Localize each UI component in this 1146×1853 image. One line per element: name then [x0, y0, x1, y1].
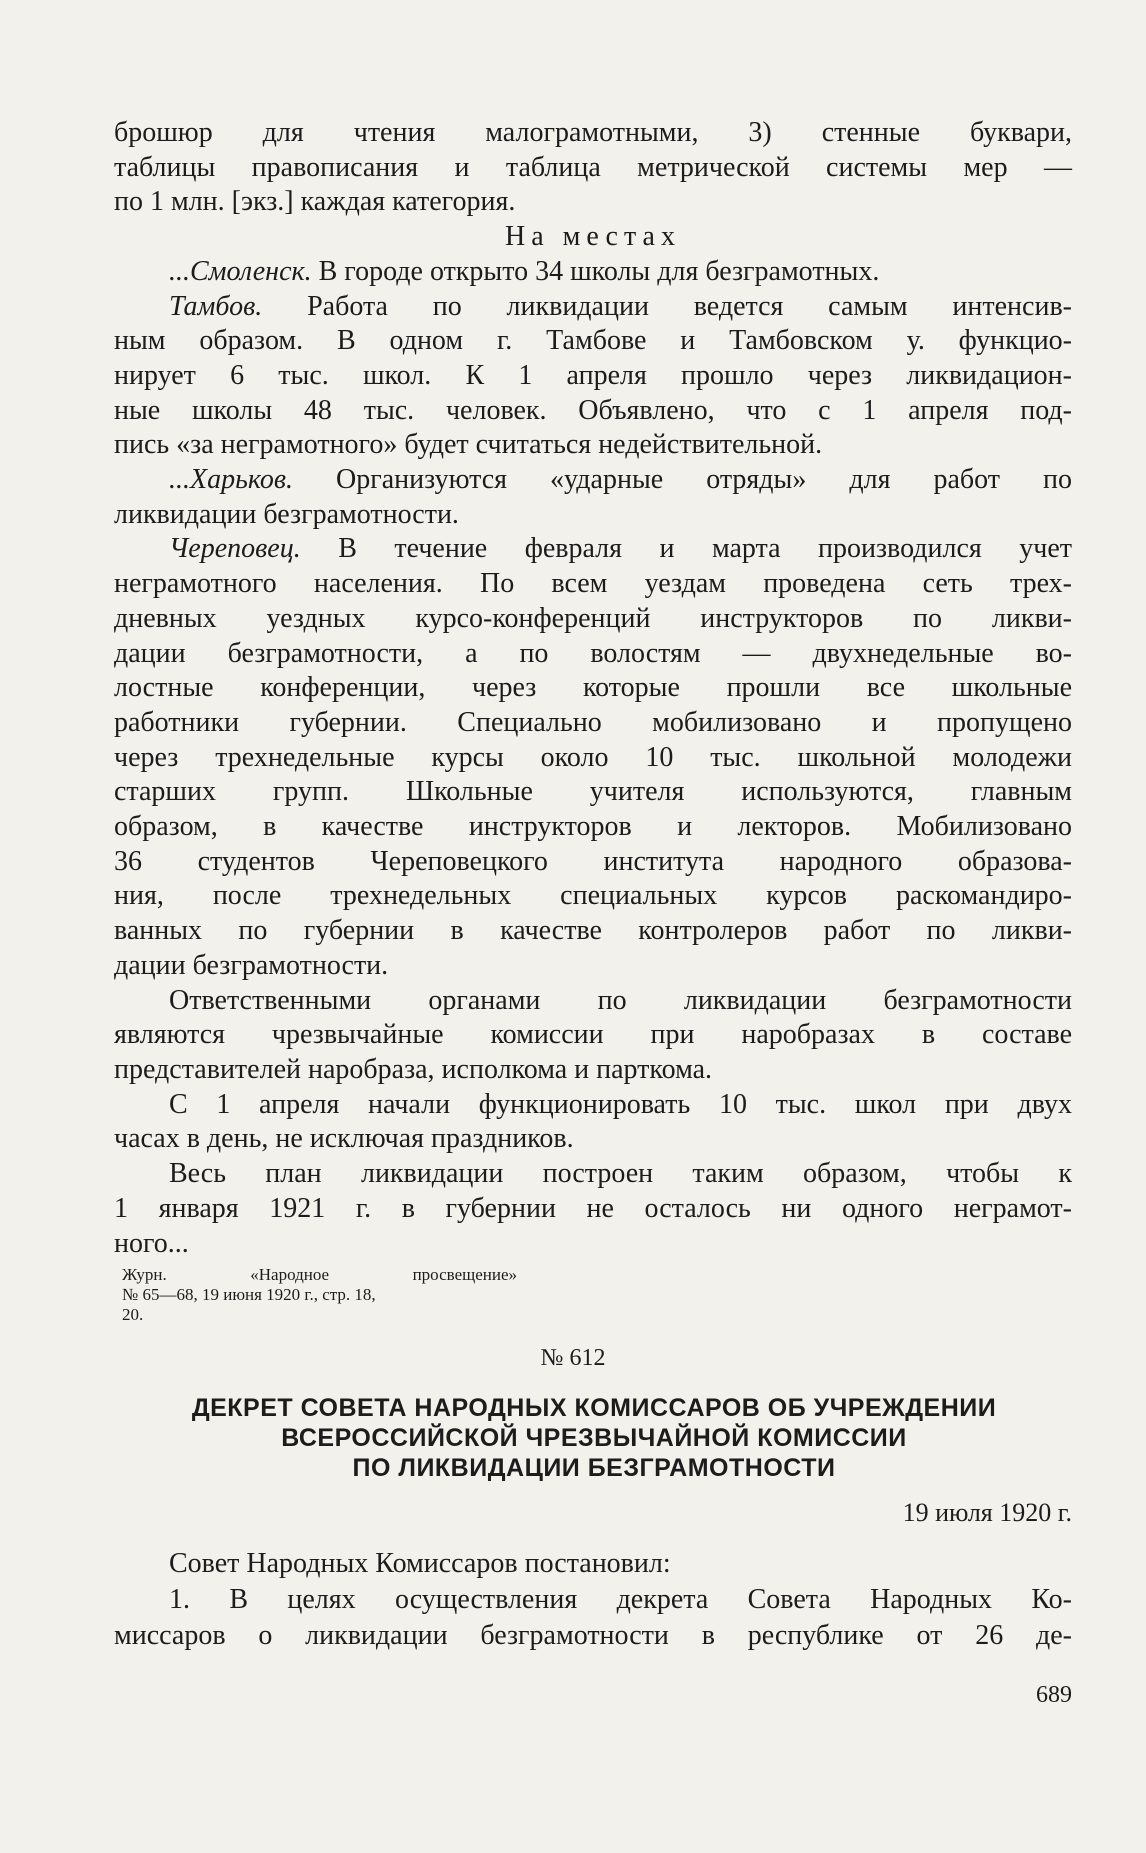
text-line: 1 января 1921 г. в губернии не осталось ни одного неграмот-	[114, 1192, 1072, 1224]
text-line: ванных по губернии в качестве контролеров работ по ликви-	[114, 915, 1072, 947]
decree-intro: Совет Народных Комиссаров постановил:	[169, 1548, 671, 1579]
text-line: брошюр для чтения малограмотными, 3) стенные буквари,	[114, 117, 1072, 148]
text-line: пись «за неграмотного» будет считаться недействительной.	[114, 429, 823, 461]
text-line: старших групп. Школьные учителя используются, главным	[114, 776, 1072, 808]
title-line: ДЕКРЕТ СОВЕТА НАРОДНЫХ КОМИССАРОВ ОБ УЧРЕЖДЕНИИ	[191, 1394, 997, 1422]
text-line: лостные конференции, через которые прошли все школьные	[114, 672, 1072, 704]
text-line: ликвидации безграмотности.	[114, 498, 459, 530]
paragraph-plan: Весь план ликвидации построен таким образом, чтобы к	[169, 1158, 1072, 1190]
decree-body	[114, 1546, 1072, 1654]
decree-date: 19 июля 1920 г.	[902, 1498, 1072, 1527]
city-name: Череповец.	[169, 533, 301, 565]
text-line: по 1 млн. [экз.] каждая категория.	[114, 186, 516, 218]
text-line: ным образом. В одном г. Тамбове и Тамбовском у. функцио-	[114, 325, 1072, 357]
title-line: ВСЕРОССИЙСКОЙ ЧРЕЗВЫЧАЙНОЙ КОМИССИИ	[281, 1424, 907, 1452]
text-line: дневных уездных курсо-конференций инструкторов по ликви-	[114, 602, 1072, 634]
text-line: представителей наробраза, исполкома и парткома.	[114, 1053, 713, 1085]
paragraph-cherepovets	[114, 532, 1072, 567]
decree-title	[116, 1393, 1072, 1483]
city-name: Тамбов.	[169, 290, 263, 322]
paragraph-text: Организуются «ударные отряды» для работ по	[293, 464, 1072, 496]
paragraph-tambov	[114, 290, 1072, 325]
text-line: дации безграмотности.	[114, 949, 389, 981]
text-line: ные школы 48 тыс. человек. Объявлено, что с 1 апреля под-	[114, 394, 1072, 426]
decree-item: 1. В целях осуществления декрета Совета Народных Ко-	[169, 1584, 1072, 1615]
city-name: ...Харьков.	[169, 464, 294, 496]
text-line: ния, после трехнедельных специальных курсов раскомандиро-	[114, 880, 1072, 912]
citation-line: № 65—68, 19 июня 1920 г., стр. 18,	[122, 1285, 376, 1304]
text-line: нирует 6 тыс. школ. К 1 апреля прошло через ликвидацион-	[114, 359, 1072, 391]
text-line: образом, в качестве инструкторов и лекторов. Мобилизовано	[114, 811, 1072, 843]
text-line: дации безграмотности, а по волостям — двухнедельные во-	[114, 637, 1072, 669]
main-text	[114, 116, 1072, 1261]
paragraph-text: В течение февраля и марта производился учет	[300, 533, 1072, 565]
text-line: через трехнедельные курсы около 10 тыс. школьной молодежи	[114, 741, 1072, 773]
paragraph-april: С 1 апреля начали функционировать 10 тыс. школ при двух	[169, 1088, 1072, 1120]
paragraph-text: Работа по ликвидации ведется самым интенсив-	[262, 290, 1072, 322]
text-line: часах в день, не исключая праздников.	[114, 1123, 574, 1155]
text-line: работники губернии. Специально мобилизовано и пропущено	[114, 706, 1072, 738]
paragraph-responsible: Ответственными органами по ликвидации безграмотности	[169, 984, 1072, 1016]
document-number: № 612	[540, 1345, 606, 1371]
text-line: миссаров о ликвидации безграмотности в республике от 26 де-	[114, 1620, 1072, 1651]
citation-line: Журн. «Народное просвещение»	[122, 1265, 517, 1284]
city-name: ...Смоленск.	[169, 255, 312, 287]
text-line: 36 студентов Череповецкого института народного образова-	[114, 845, 1072, 877]
citation-line: 20.	[122, 1305, 144, 1324]
paragraph-smolensk	[114, 255, 1072, 290]
text-line: ного...	[114, 1227, 189, 1259]
section-title: На местах	[505, 221, 681, 253]
paragraph-text: В городе открыто 34 школы для безграмотных.	[311, 255, 880, 287]
source-citation	[122, 1265, 517, 1325]
paragraph-kharkov	[114, 463, 1072, 498]
text-line: неграмотного населения. По всем уездам проведена сеть трех-	[114, 568, 1072, 600]
text-line: являются чрезвычайные комиссии при наробразах в составе	[114, 1019, 1072, 1051]
page-number: 689	[1036, 1682, 1072, 1708]
title-line: ПО ЛИКВИДАЦИИ БЕЗГРАМОТНОСТИ	[352, 1454, 836, 1482]
text-line: таблицы правописания и таблица метрической системы мер —	[114, 151, 1072, 183]
